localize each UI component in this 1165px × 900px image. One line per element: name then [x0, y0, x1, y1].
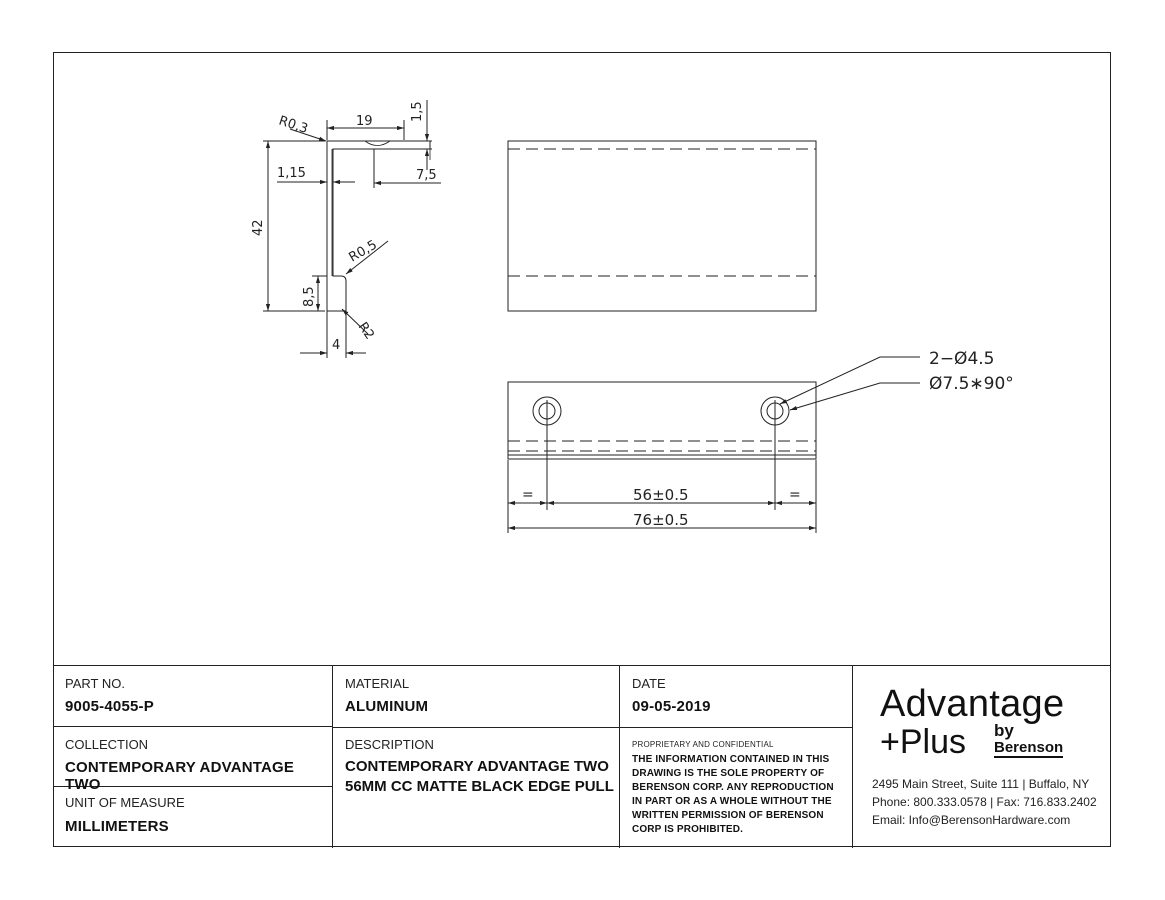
material-description-cell [333, 666, 620, 848]
contact-address: 2495 Main Street, Suite 111 | Buffalo, NY [872, 777, 1090, 791]
dim-overall-length: 76±0.5 [633, 511, 689, 529]
front-view [508, 141, 816, 311]
dim-r03: R0,3 [276, 113, 310, 137]
notice-text: THE INFORMATION CONTAINED IN THIS DRAWING IS THE SOLE PROPERTY OF BERENSON CORP. ANY REPRODUCTION IN PART OR AS A WHOLE WITHOUT THE WRITTEN PERMISSION OF BERENSON CORP IS PROHIBITED. [632, 754, 834, 835]
dim-equal-right: = [789, 487, 801, 503]
material-label: MATERIAL [345, 676, 410, 691]
brand-logo-line1: Advantage [880, 683, 1065, 725]
unit-label: UNIT OF MEASURE [65, 795, 185, 810]
dim-19: 19 [356, 114, 373, 129]
collection-label: COLLECTION [65, 737, 149, 752]
title-block [53, 665, 1111, 847]
unit-cell [53, 787, 333, 848]
brand-logo-company: Berenson [994, 739, 1064, 756]
date-label: DATE [632, 676, 666, 691]
bottom-view [508, 349, 1014, 533]
dim-center-distance: 56±0.5 [633, 486, 689, 504]
side-profile [251, 100, 441, 358]
description-value: CONTEMPORARY ADVANTAGE TWO 56MM CC MATTE BLACK EDGE PULL [345, 758, 614, 795]
part-no-value: 9005-4055-P [65, 698, 154, 715]
brand-logo-by: by [994, 721, 1014, 740]
part-no-cell [53, 666, 333, 727]
notice-heading: PROPRIETARY AND CONFIDENTIAL [632, 740, 774, 749]
profile-outline [327, 141, 430, 311]
dim-42: 42 [251, 219, 266, 236]
brand-logo-line2: +Plus [880, 723, 966, 761]
date-notice-cell [620, 666, 853, 848]
brand-cell [853, 666, 1111, 848]
dim-equal-left: = [522, 487, 534, 503]
dim-4: 4 [332, 338, 341, 353]
part-no-label: PART NO. [65, 676, 125, 691]
callout-countersink: Ø7.5∗90° [929, 374, 1014, 394]
description-label: DESCRIPTION [345, 737, 434, 752]
date-value: 09-05-2019 [632, 698, 711, 715]
material-value: ALUMINUM [345, 698, 429, 715]
dim-r2: R2 [354, 319, 377, 343]
dim-1-5: 1,5 [410, 101, 425, 122]
dim-8-5: 8,5 [302, 286, 317, 307]
collection-value: CONTEMPORARY ADVANTAGE TWO [65, 759, 295, 793]
callout-holes: 2−Ø4.5 [929, 349, 995, 369]
contact-email: Email: Info@BerensonHardware.com [872, 813, 1071, 827]
dim-r05: R0,5 [346, 237, 380, 266]
collection-cell [53, 727, 333, 793]
dim-7-5: 7,5 [416, 168, 437, 183]
dim-1-15: 1,15 [277, 166, 306, 181]
unit-value: MILLIMETERS [65, 818, 169, 835]
contact-phone: Phone: 800.333.0578 | Fax: 716.833.2402 [872, 795, 1097, 809]
